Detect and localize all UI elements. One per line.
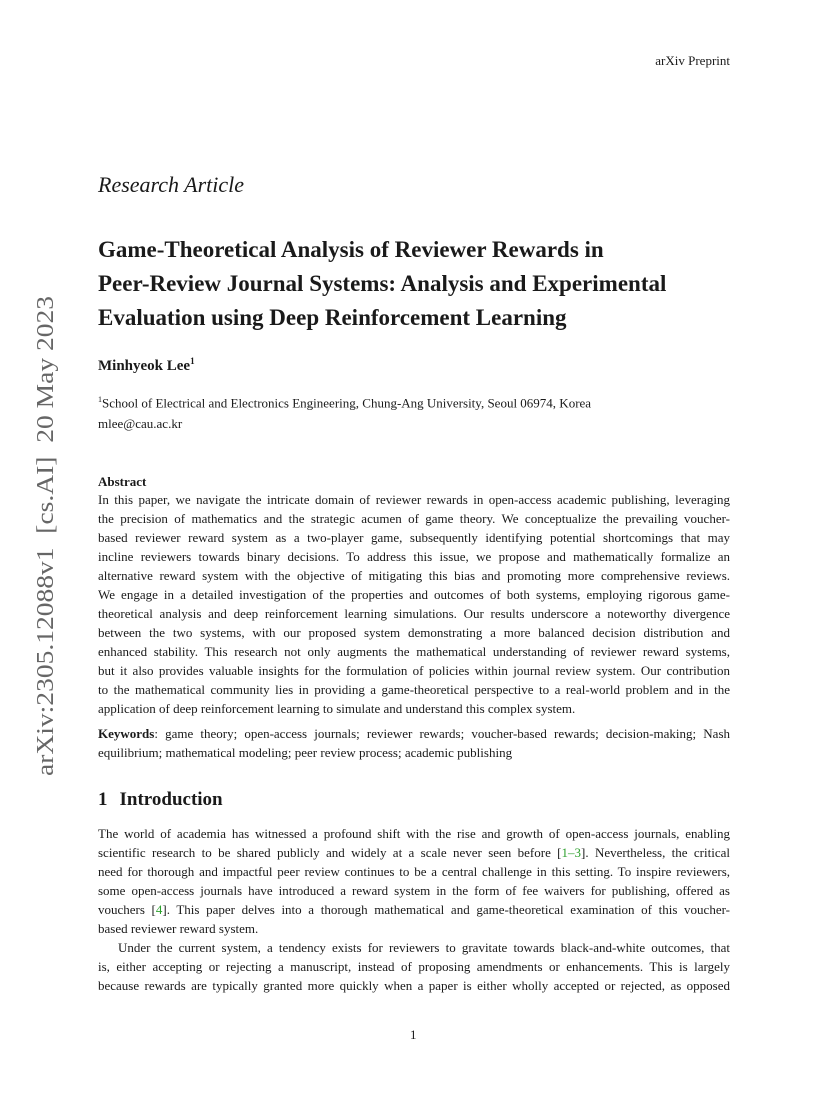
author-email: mlee@cau.ac.kr: [98, 416, 183, 431]
intro-text: scientific research to be shared publicly and widely at a scale never seen before [: [98, 845, 562, 860]
abstract-line: We engage in a detailed investigation of the properties and outcomes of both systems, employing rigorous game-: [98, 587, 730, 602]
abstract-line: incline reviewers towards binary decisions. To address this issue, we propose and mathematically formalize an: [98, 549, 730, 564]
keywords-label: Keywords: [98, 726, 155, 741]
section-number: 1: [98, 789, 108, 810]
intro-line: Under the current system, a tendency exists for reviewers to gravitate towards black-and-white outcomes, that: [118, 940, 730, 955]
page-number: 1: [410, 1027, 417, 1042]
abstract-line: theoretical analysis and deep reinforcement learning simulations. Our results underscore a noteworthy divergence: [98, 606, 730, 621]
title-line: Evaluation using Deep Reinforcement Learning: [98, 305, 567, 330]
abstract-body: [98, 490, 730, 718]
author-affil-mark: 1: [190, 356, 195, 366]
abstract-line: In this paper, we navigate the intricate domain of reviewer rewards in open-access academic publishing, leveraging: [98, 492, 730, 507]
intro-line: [98, 900, 730, 919]
abstract-line: between the two systems, with our proposed system demonstrating a more balanced decision distribution and: [98, 625, 730, 640]
intro-line: some open-access journals have introduced a reward system in the form of fee waivers for publishing, offered as: [98, 883, 730, 898]
intro-line: based reviewer reward system.: [98, 921, 259, 936]
keywords-line: [98, 724, 730, 743]
keywords-text: : game theory; open-access journals; reviewer rewards; voucher-based rewards; decision-making; Nash: [154, 726, 730, 741]
running-header: arXiv Preprint: [655, 53, 730, 68]
arxiv-identifier: arXiv:2305.12088v1 [cs.AI] 20 May 2023: [33, 357, 59, 776]
abstract-line: based reviewer reward system as a two-player game, subsequently identifying potential shortcomings that may: [98, 530, 730, 545]
abstract-line: alternative reward system with the objective of mitigating this bias and promoting more comprehensive reviews.: [98, 568, 730, 583]
intro-text: ]. This paper delves into a thorough mathematical and game-theoretical examination of this voucher-: [162, 902, 730, 917]
keywords: [98, 724, 730, 762]
intro-line: [98, 843, 730, 862]
arxiv-side-stamp: [19, 293, 63, 776]
citation-link[interactable]: 1–3: [561, 845, 582, 860]
title-line: Peer-Review Journal Systems: Analysis and Experimental: [98, 271, 667, 296]
paper-title: [98, 233, 738, 335]
abstract-line: enhanced stability. This research not only augments the mathematical understanding of reviewer reward systems,: [98, 644, 730, 659]
citation-link[interactable]: 4: [155, 902, 163, 917]
affil-mark: 1: [98, 395, 102, 404]
introduction-body: [98, 824, 730, 995]
section-heading: [98, 789, 235, 811]
affil-text: School of Electrical and Electronics Engineering, Chung-Ang University, Seoul 06974, Korea: [102, 395, 592, 411]
intro-text: vouchers [: [98, 902, 156, 917]
abstract-heading: Abstract: [98, 474, 147, 489]
abstract-line: the precision of mathematics and the strategic acumen of game theory. We conceptualize the prevailing voucher-: [98, 511, 730, 526]
intro-line: The world of academia has witnessed a profound shift with the rise and growth of open-access journals, enabling: [98, 826, 730, 841]
title-line: Game-Theoretical Analysis of Reviewer Rewards in: [98, 237, 604, 262]
intro-line: is, either accepting or rejecting a manuscript, instead of proposing amendments or enhancements. This is largely: [98, 959, 730, 974]
intro-line: need for thorough and impactful peer review continues to be a central challenge in this setting. To inspire reviewers,: [98, 864, 730, 879]
abstract-line: but it also provides valuable insights for the formulation of policies within journal review system. Our contribution: [98, 663, 730, 678]
article-type: Research Article: [98, 172, 245, 197]
abstract-line: application of deep reinforcement learning to simulate and understand this complex system.: [98, 701, 576, 716]
affiliation: [98, 395, 591, 411]
keywords-line: equilibrium; mathematical modeling; peer review process; academic publishing: [98, 745, 513, 760]
abstract-line: to the mathematical community lies in providing a game-theoretical perspective to a real-world problem and in the: [98, 682, 730, 697]
section-title: Introduction: [119, 789, 223, 810]
author: [98, 356, 195, 375]
author-name: Minhyeok Lee: [98, 358, 191, 374]
intro-line: because rewards are typically granted more quickly when a paper is either wholly accepted or rejected, as opposed: [98, 978, 730, 993]
intro-text: ]. Nevertheless, the critical: [581, 845, 730, 860]
